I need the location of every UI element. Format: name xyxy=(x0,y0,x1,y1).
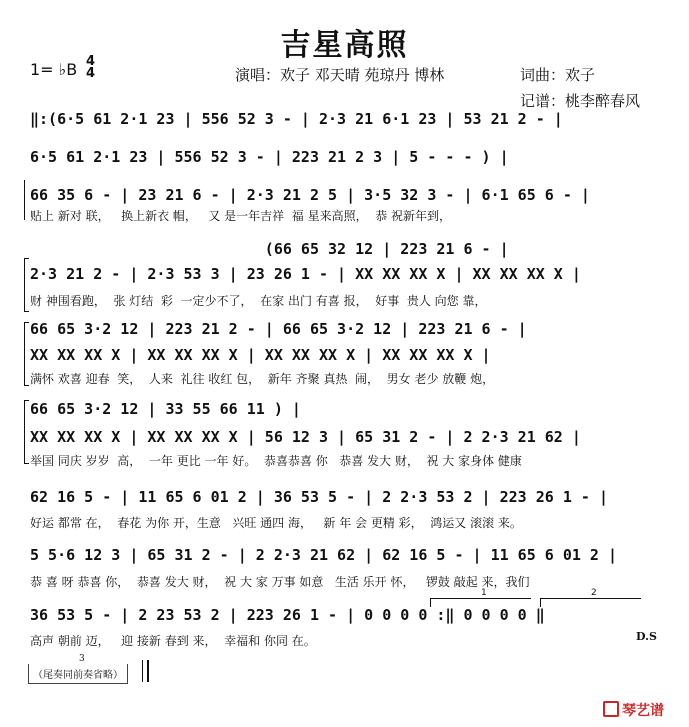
score-line-5a: 66 65 3·2 12 | 223 21 2 - | 66 65 3·2 12 | 223 21 6 - | xyxy=(30,320,527,338)
lyrics-line-4: 财 神围看跑， 张 灯结 彩 一定少不了， 在家 出门 有喜 报， 好事 贵人 向您 靠， xyxy=(30,294,487,308)
score-line-6a: 66 65 3·2 12 | 33 55 66 11 ) | xyxy=(30,400,301,418)
transcriber-credit: 记谱：桃李醉春风 xyxy=(520,92,641,110)
time-signature xyxy=(86,56,95,80)
time-sig-top: 4 xyxy=(86,54,96,69)
score-line-7: 62 16 5 - | 11 65 6 01 2 | 36 53 5 - | 2 2·3 53 2 | 223 26 1 - | xyxy=(30,488,608,506)
score-line-4: 2·3 21 2 - | 2·3 53 3 | 23 26 1 - | XX XX XX X | XX XX XX X | xyxy=(30,265,581,283)
logo-icon xyxy=(603,701,619,717)
score-line-5: XX XX XX X | XX XX XX X | XX XX XX X | XX XX XX X | xyxy=(30,346,491,364)
dal-segno-mark: D.S xyxy=(636,630,657,643)
footnote xyxy=(28,654,128,684)
score-line-9: 36 53 5 - | 2 23 53 2 | 223 26 1 - | 0 0 0 0 :‖ 0 0 0 0 ‖ xyxy=(30,606,545,624)
system-brace xyxy=(24,322,29,386)
tuplet-marker: 3 xyxy=(79,654,85,664)
volta-first: 1 xyxy=(430,598,531,607)
system-bar xyxy=(24,180,28,220)
lyrics-line-9: 高声 朝前 迈， 迎 接新 春到 来， 幸福和 你同 在。 xyxy=(30,634,316,648)
score-line-2: 6·5 61 2·1 23 | 556 52 3 - | 223 21 2 3 | 5 - - - ) | xyxy=(30,148,509,166)
score-line-4a: (66 65 32 12 | 223 21 6 - | xyxy=(30,240,509,258)
system-brace xyxy=(24,400,29,464)
footnote-text: （尾奏同前奏省略） xyxy=(33,670,123,681)
singers-credit: 演唱：欢子 邓天晴 苑琼丹 博林 xyxy=(235,66,445,84)
key-signature: 1= ♭B xyxy=(30,60,78,79)
lyrics-line-8: 恭 喜 呀 恭喜 你， 恭喜 发大 财， 祝 大 家 万事 如意 生活 乐开 怀， 锣鼓 敲起 来，我们 xyxy=(30,575,530,589)
volta-second: 2 xyxy=(540,598,641,607)
song-title: 吉星高照 xyxy=(280,28,409,63)
lyrics-line-3: 贴上 新对 联， 换上新衣 帽， 又 是一年吉祥 福 星来高照， 恭 祝新年到， xyxy=(30,209,452,223)
watermark-text: 琴艺谱 xyxy=(622,703,664,719)
score-line-1: ‖:(6·5 61 2·1 23 | 556 52 3 - | 2·3 21 6·1 23 | 53 21 2 - | xyxy=(30,110,563,128)
lyrics-line-5: 满怀 欢喜 迎春 笑， 人来 礼往 收红 包， 新年 齐聚 真热 闹， 男女 老少 放鞭 炮， xyxy=(30,372,495,386)
score-line-8: 5 5·6 12 3 | 65 31 2 - | 2 2·3 21 62 | 62 16 5 - | 11 65 6 01 2 | xyxy=(30,546,617,564)
lyrics-line-6: 举国 同庆 岁岁 高， 一年 更比 一年 好。 恭喜恭喜 你 恭喜 发大 财， 祝 大 家身体 健康 xyxy=(30,454,522,468)
score-line-6: XX XX XX X | XX XX XX X | 56 12 3 | 65 31 2 - | 2 2·3 21 62 | xyxy=(30,428,581,446)
time-sig-bottom: 4 xyxy=(86,66,96,81)
system-brace xyxy=(24,258,29,312)
lyrics-line-7: 好运 都常 在， 春花 为你 开，生意 兴旺 通四 海， 新 年 会 更精 彩， 鸿运又 滚滚 来。 xyxy=(30,516,522,530)
score-line-3: 66 35 6 - | 23 21 6 - | 2·3 21 2 5 | 3·5 32 3 - | 6·1 65 6 - | xyxy=(30,186,590,204)
writer-credit: 词曲：欢子 xyxy=(520,66,596,84)
end-barline xyxy=(142,660,149,682)
watermark-logo xyxy=(603,700,664,720)
